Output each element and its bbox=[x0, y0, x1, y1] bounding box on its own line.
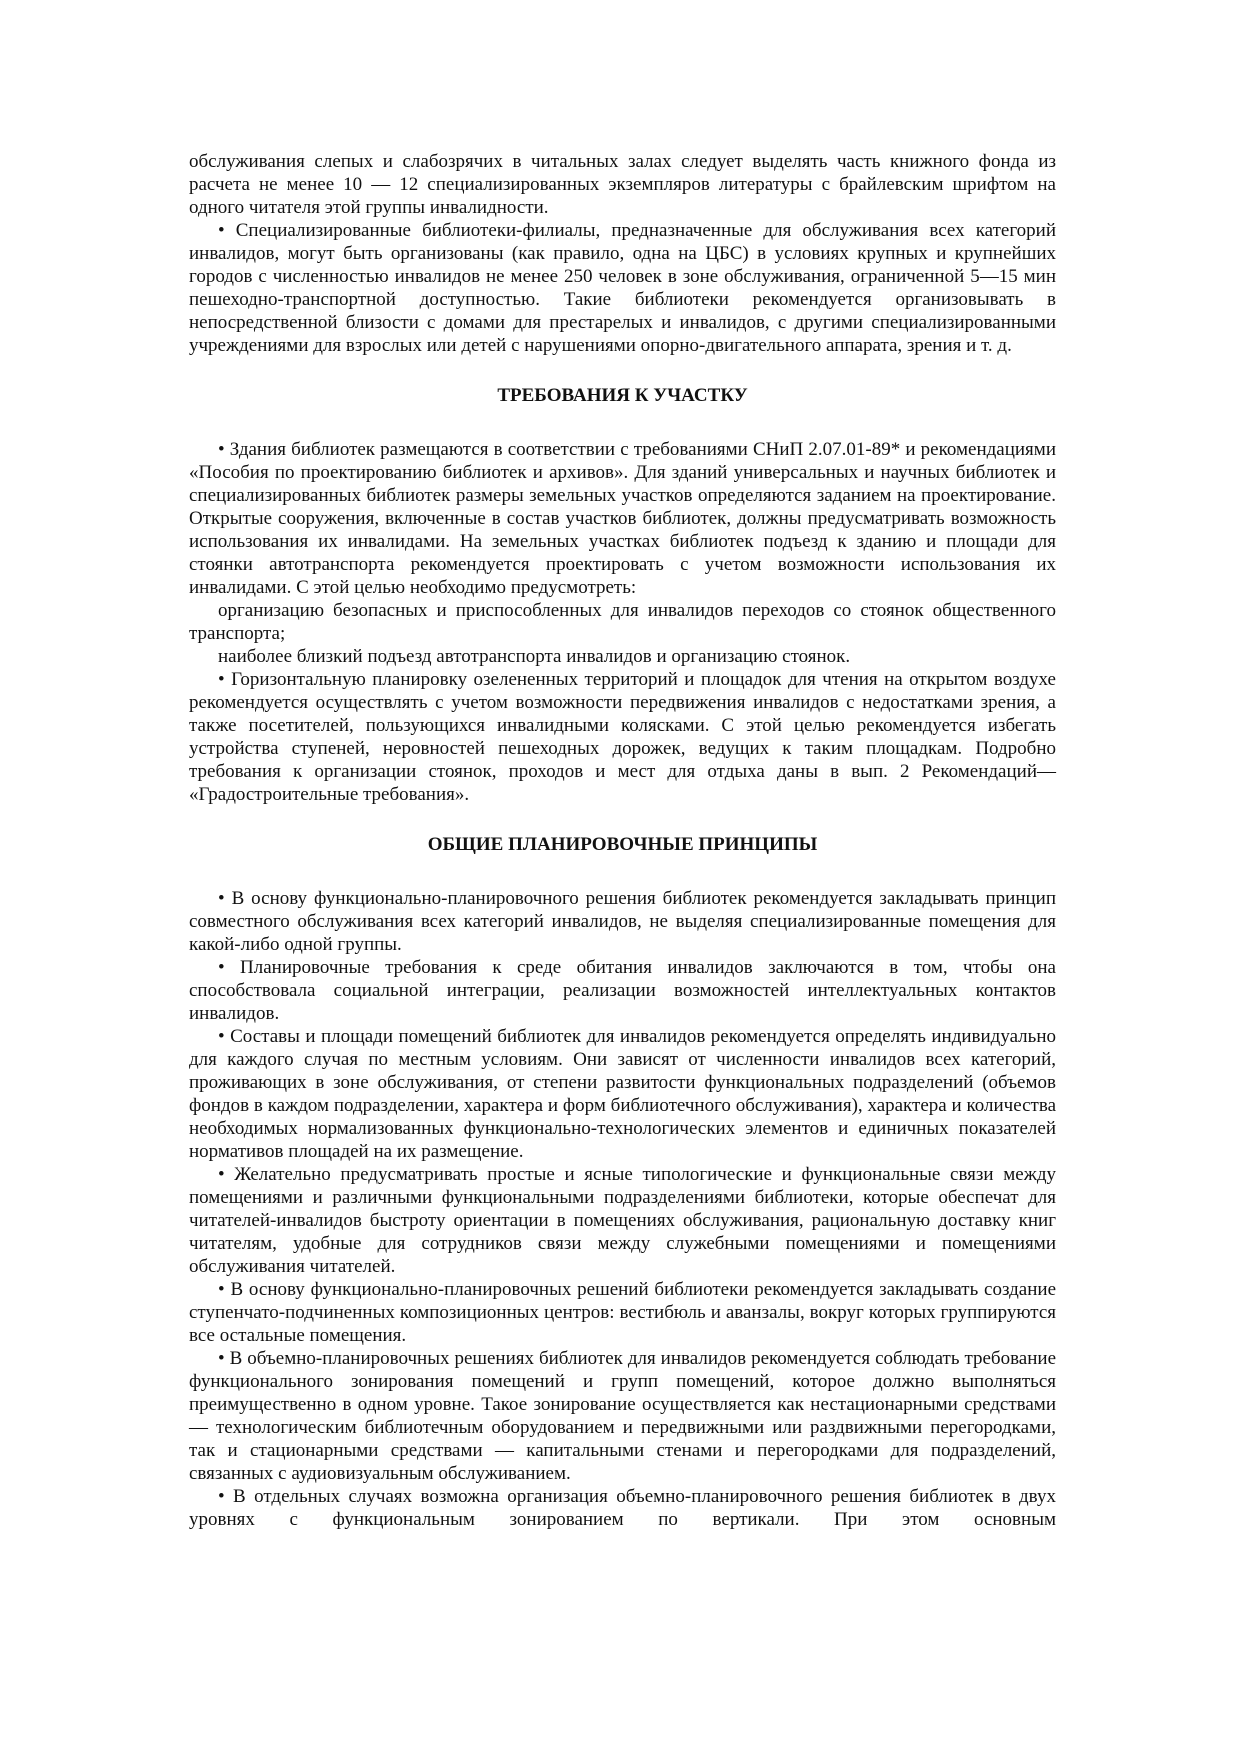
paragraph-site-1: • Здания библиотек размещаются в соответствии с требованиями СНиП 2.07.01-89* и рекомендациями «Пособия по проектированию библиотек и архивов». Для зданий универсальных и научных библиотек и специализированных библиотек размеры земельных участков определяются заданием на проектирование. Открытые сооружения, включенные в состав участков библиотек, должны предусматривать возможность использования их инвалидами. На земельных участках библиотек подъезд к зданию и площади для стоянки автотранспорта рекомендуется проектировать с учетом возможности использования их инвалидами. С этой целью необходимо предусмотреть: bbox=[189, 439, 1056, 598]
paragraph-plan-7: • В отдельных случаях возможна организация объемно-планировочного решения библиотек в двух уровнях с функциональным зонированием по вертикали. При этом основным bbox=[189, 1486, 1056, 1530]
heading-site-requirements: ТРЕБОВАНИЯ К УЧАСТКУ bbox=[497, 385, 748, 406]
paragraph-specialized-branches: • Специализированные библиотеки-филиалы, предназначенные для обслуживания всех категорий инвалидов, могут быть организованы (как правило, одна на ЦБС) в условиях крупных и крупнейших городов с численностью инвалидов не менее 250 человек в зоне обслуживания, ограниченной 5—15 мин пешеходно-транспортной доступностью. Такие библиотеки рекомендуется организовывать в непосредственной близости с домами для престарелых и инвалидов, с другими специализированными учреждениями для взрослых или детей с нарушениями опорно-двигательного аппарата, зрения и т. д. bbox=[189, 220, 1056, 356]
paragraph-plan-1: • В основу функционально-планировочного решения библиотек рекомендуется закладывать принцип совместного обслуживания всех категорий инвалидов, не выделяя специализированные помещения для какой-либо одной группы. bbox=[189, 888, 1056, 955]
heading-planning-principles: ОБЩИЕ ПЛАНИРОВОЧНЫЕ ПРИНЦИПЫ bbox=[427, 834, 818, 855]
paragraph-plan-2: • Планировочные требования к среде обитания инвалидов заключаются в том, чтобы она способствовала социальной интеграции, реализации возможностей интеллектуальных контактов инвалидов. bbox=[189, 957, 1056, 1024]
paragraph-plan-4: • Желательно предусматривать простые и ясные типологические и функциональные связи между помещениями и различными функциональными подразделениями библиотеки, которые обеспечат для читателей-инвалидов быстроту ориентации в помещениях обслуживания, рациональную доставку книг читателям, удобные для сотрудников связи между служебными помещениями и помещениями обслуживания читателей. bbox=[189, 1164, 1056, 1277]
paragraph-site-4: • Горизонтальную планировку озелененных территорий и площадок для чтения на открытом воздухе рекомендуется осуществлять с учетом возможности передвижения инвалидов с недостатками зрения, а также посетителей, пользующихся инвалидными колясками. С этой целью рекомендуется избегать устройства ступеней, неровностей пешеходных дорожек, ведущих к таким площадкам. Подробно требования к организации стоянок, проходов и мест для отдыха даны в вып. 2 Рекомендаций— «Градостроительные требования». bbox=[189, 669, 1056, 805]
paragraph-intro: обслуживания слепых и слабозрячих в читальных залах следует выделять часть книжного фонда из расчета не менее 10 — 12 специализированных экземпляров литературы с брайлевским шрифтом на одного читателя этой группы инвалидности. bbox=[189, 151, 1056, 218]
paragraph-plan-3: • Составы и площади помещений библиотек для инвалидов рекомендуется определять индивидуально для каждого случая по местным условиям. Они зависят от численности инвалидов всех категорий, проживающих в зоне обслуживания, от степени развитости функциональных подразделений (объемов фондов в каждом подразделении, характера и форм библиотечного обслуживания), характера и количества необходимых нормализованных функционально-технологических элементов и единичных показателей нормативов площадей на их размещение. bbox=[189, 1026, 1056, 1162]
paragraph-site-3: наиболее близкий подъезд автотранспорта инвалидов и организацию стоянок. bbox=[218, 646, 851, 667]
paragraph-plan-6: • В объемно-планировочных решениях библиотек для инвалидов рекомендуется соблюдать требование функционального зонирования помещений и групп помещений, которое должно выполняться преимущественно в одном уровне. Такое зонирование осуществляется как нестационарными средствами — технологическим библиотечным оборудованием и передвижными или раздвижными перегородками, так и стационарными средствами — капитальными стенами и перегородками для подразделений, связанных с аудиовизуальным обслуживанием. bbox=[189, 1348, 1056, 1484]
paragraph-site-2: организацию безопасных и приспособленных для инвалидов переходов со стоянок общественного транспорта; bbox=[189, 600, 1056, 644]
paragraph-plan-5: • В основу функционально-планировочных решений библиотеки рекомендуется закладывать создание ступенчато-подчиненных композиционных центров: вестибюль и аванзалы, вокруг которых группируются все остальные помещения. bbox=[189, 1279, 1056, 1346]
